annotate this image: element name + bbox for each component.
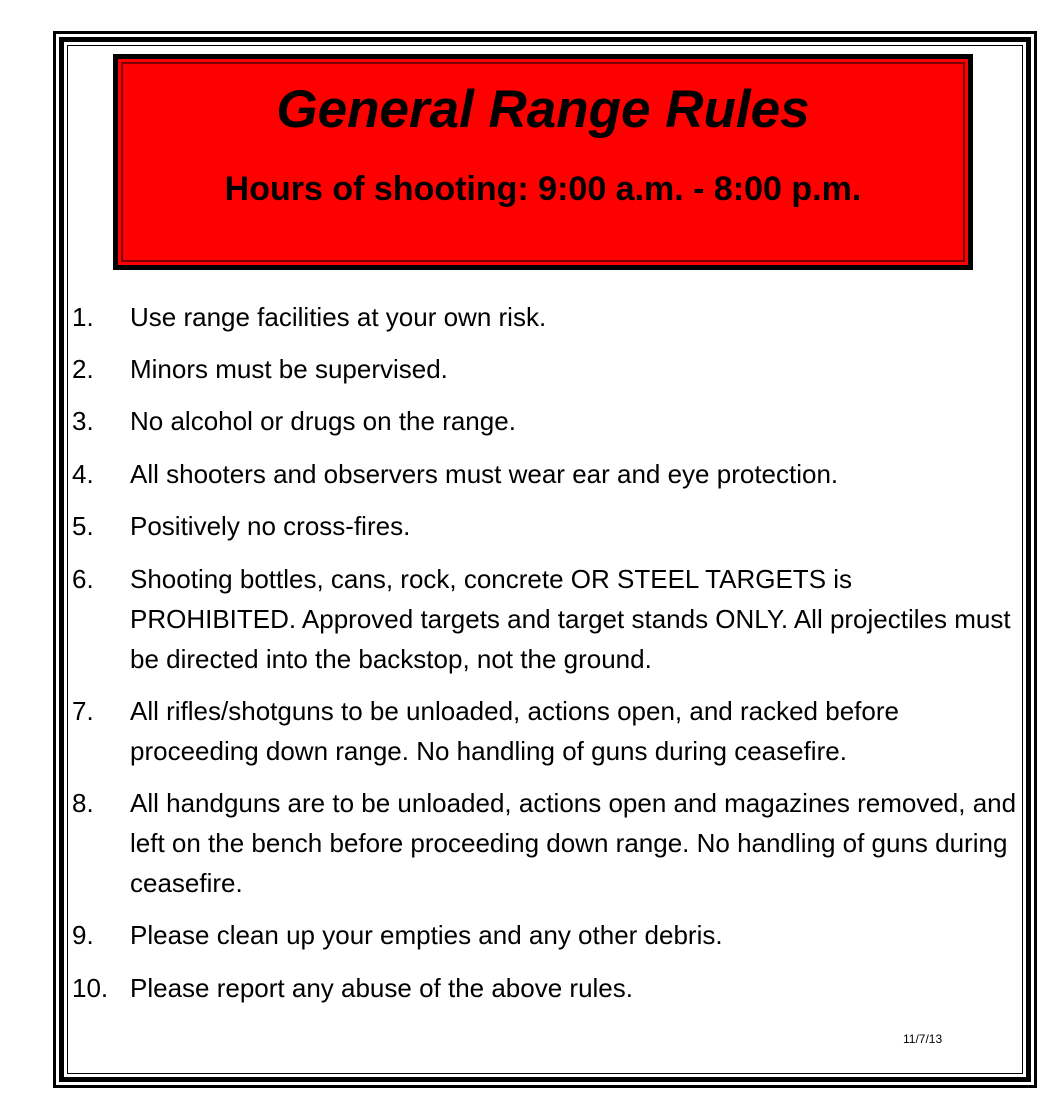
title-banner xyxy=(113,54,973,270)
rule-text: Shooting bottles, cans, rock, concrete OR STEEL TARGETS is PROHIBITED. Approved targets and target stands ONLY. All projectiles must be directed into the backstop, not the ground. xyxy=(130,564,1011,674)
rule-text: Use range facilities at your own risk. xyxy=(130,302,547,332)
rule-number: 4. xyxy=(72,459,94,489)
revision-date: 11/7/13 xyxy=(903,1032,943,1046)
rule-text: Minors must be supervised. xyxy=(130,354,448,384)
rule-number: 3. xyxy=(72,406,94,436)
sign-title: General Range Rules xyxy=(276,80,810,139)
rule-number: 2. xyxy=(72,354,94,384)
rule-text: No alcohol or drugs on the range. xyxy=(130,406,516,436)
rule-text: Please clean up your empties and any other debris. xyxy=(130,920,723,950)
rule-number: 6. xyxy=(72,564,94,594)
rule-text: Please report any abuse of the above rules. xyxy=(130,973,633,1003)
shooting-hours: Hours of shooting: 9:00 a.m. - 8:00 p.m. xyxy=(224,170,862,208)
rule-number: 8. xyxy=(72,788,94,818)
rule-number: 1. xyxy=(72,302,94,332)
rule-text: All handguns are to be unloaded, actions open and magazines removed, and left on the bench before proceeding down range. No handling of guns during ceasefire. xyxy=(130,788,1017,898)
rule-text: Positively no cross-fires. xyxy=(130,511,411,541)
rule-number: 5. xyxy=(72,511,94,541)
rule-number: 7. xyxy=(72,696,94,726)
rule-number: 9. xyxy=(72,920,94,950)
rule-text: All rifles/shotguns to be unloaded, actions open, and racked before proceeding down range. No handling of guns during ceasefire. xyxy=(130,696,899,766)
rule-text: All shooters and observers must wear ear and eye protection. xyxy=(130,459,839,489)
rule-number: 10. xyxy=(72,973,109,1003)
